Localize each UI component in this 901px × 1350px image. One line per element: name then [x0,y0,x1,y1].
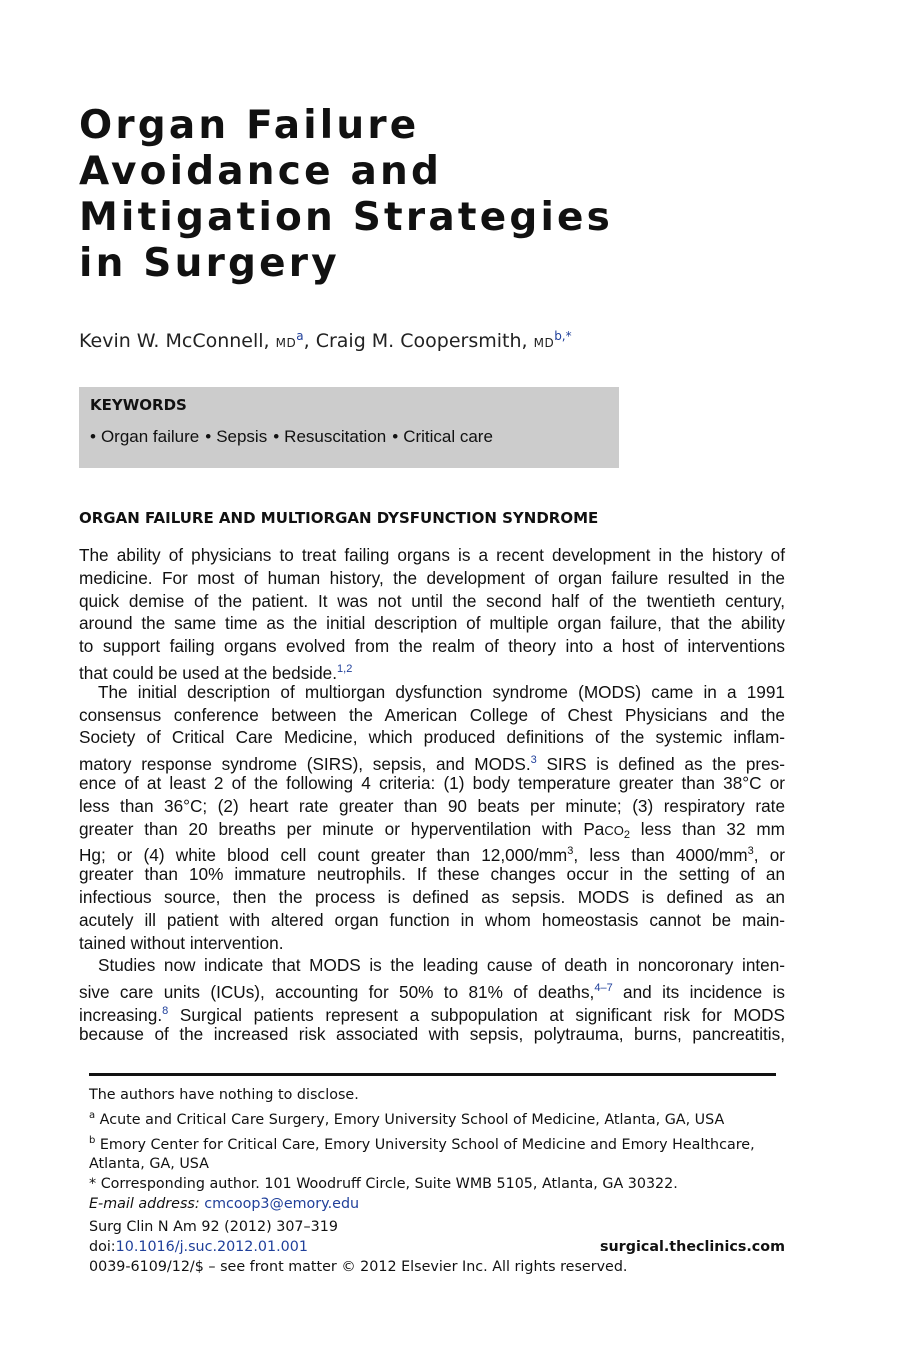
article-meta [89,1217,785,1277]
doi-link[interactable]: 10.1016/j.suc.2012.01.001 [115,1239,308,1255]
text-line [79,658,785,681]
text-line: around the same time as the initial description of multiple organ failure, that the ability [79,613,785,634]
keywords-box [79,387,619,468]
title-line: Avoidance and [79,149,443,194]
reference-link[interactable]: 3 [530,754,537,767]
text-segment: increasing. [79,1004,163,1025]
journal-site-link[interactable]: surgical.theclinics.com [599,1239,785,1255]
disclosure-note: The authors have nothing to disclose. [89,1087,359,1103]
email-label: E-mail address: [89,1195,205,1212]
affiliation-note [89,1131,779,1156]
email-link[interactable]: cmcoop3@emory.edu [204,1195,360,1212]
text-segment: that could be used at the bedside. [79,662,338,683]
section-heading: ORGAN FAILURE AND MULTIORGAN DYSFUNCTION SYNDROME [79,509,599,527]
bullet-icon: • [90,427,96,446]
body-text [79,544,785,1046]
subscript: 2 [623,828,630,841]
footnote-mark: a [89,1109,96,1121]
text-line: greater than 10% immature neutrophils. If these changes occur in the setting of an [79,864,785,885]
text-segment: Hg; or (4) white blood cell count greater than 12,000/mm [79,845,568,866]
affiliation-link[interactable]: b,* [554,329,572,343]
keyword-item: Sepsis [216,427,268,446]
affiliation-text: Emory Center for Critical Care, Emory University School of Medicine and Emory Healthcare, [95,1136,755,1153]
text-line: infectious source, then the process is defined as sepsis. MODS is defined as an [79,886,785,907]
affiliation-note [89,1106,779,1131]
title-line: Organ Failure [79,103,420,148]
author-name: Craig M. Coopersmith, [315,330,534,352]
corresponding-note: * Corresponding author. 101 Woodruff Circle, Suite WMB 5105, Atlanta, GA 30322. [89,1176,678,1193]
text-segment: sive care units (ICUs), accounting for 50% to 81% of deaths, [79,982,595,1003]
footnotes [89,1086,779,1215]
text-segment: and its incidence is [612,982,786,1003]
text-line: less than 36°C; (2) heart rate greater than 90 beats per minute; (3) respiratory rate [79,795,785,816]
bullet-icon: • [273,427,280,446]
text-line [79,818,785,841]
email-note [89,1195,779,1215]
superscript: 3 [747,845,754,858]
text-line: tained without intervention. [79,932,284,953]
reference-link[interactable]: 1,2 [337,662,353,675]
text-line: quick demise of the patient. It was not until the second half of the twentieth century, [79,590,785,611]
text-segment: SIRS is defined as the pres- [536,754,785,775]
keywords-heading: KEYWORDS [90,396,187,414]
text-line: to support failing organs evolved from the realm of theory into a host of interventions [79,636,785,657]
footnote-divider [89,1073,776,1076]
text-line: medicine. For most of human history, the development of organ failure resulted in the [79,567,785,588]
text-segment: , or [753,845,785,866]
author-degree: MD [533,336,555,350]
author-list [79,329,572,352]
text-segment: less than 32 mm [629,818,785,839]
text-line: acutely ill patient with altered organ function in whom homeostasis cannot be main- [79,909,785,930]
author-separator: , [303,330,316,352]
text-line: Society of Critical Care Medicine, which produced definitions of the systemic inflam- [79,727,785,748]
citation: Surg Clin N Am 92 (2012) 307–319 [89,1219,338,1235]
author-name: Kevin W. McConnell, [79,330,276,352]
text-segment: matory response syndrome (SIRS), sepsis, and MODS. [79,754,531,775]
affiliation-text: Acute and Critical Care Surgery, Emory University School of Medicine, Atlanta, GA, USA [95,1111,725,1128]
text-line: consensus conference between the American College of Chest Physicians and the [79,704,785,725]
bullet-icon: • [205,427,212,446]
superscript: 3 [567,845,574,858]
bullet-icon: • [392,427,399,446]
keywords-list [90,427,493,447]
title-line: Mitigation Strategies [79,195,614,240]
text-line: because of the increased risk associated with sepsis, polytrauma, burns, pancreatitis, [79,1023,785,1044]
affiliation-text: Atlanta, GA, USA [89,1156,209,1173]
affiliation-link[interactable]: a [296,329,304,343]
text-segment: Surgical patients represent a subpopulation at significant risk for MODS [168,1004,785,1025]
reference-link[interactable]: 8 [162,1004,169,1017]
text-segment: , less than 4000/mm [573,845,748,866]
text-line: The ability of physicians to treat failing organs is a recent development in the history of [79,545,785,565]
text-line [79,840,785,866]
text-line [79,749,785,775]
title-line: in Surgery [79,241,340,286]
article-title [79,103,719,287]
text-line: The initial description of multiorgan dysfunction syndrome (MODS) came in a 1991 [98,681,785,702]
text-line: Studies now indicate that MODS is the leading cause of death in noncoronary inten- [98,955,785,976]
copyright: 0039-6109/12/$ – see front matter © 2012 Elsevier Inc. All rights reserved. [89,1259,628,1275]
doi-label: doi: [89,1239,116,1255]
author-degree: MD [275,336,297,350]
text-line [79,977,786,1003]
text-line [79,1000,785,1023]
reference-link[interactable]: 4–7 [594,982,613,995]
keyword-item: Critical care [403,427,493,446]
text-segment: greater than 20 breaths per minute or hyperventilation with Pa [79,818,605,839]
text-segment: CO [604,822,624,838]
keyword-item: Organ failure [100,427,200,446]
keyword-item: Resuscitation [284,427,387,446]
text-line: ence of at least 2 of the following 4 criteria: (1) body temperature greater than 38°C or [79,772,785,793]
footnote-mark: b [89,1134,96,1146]
